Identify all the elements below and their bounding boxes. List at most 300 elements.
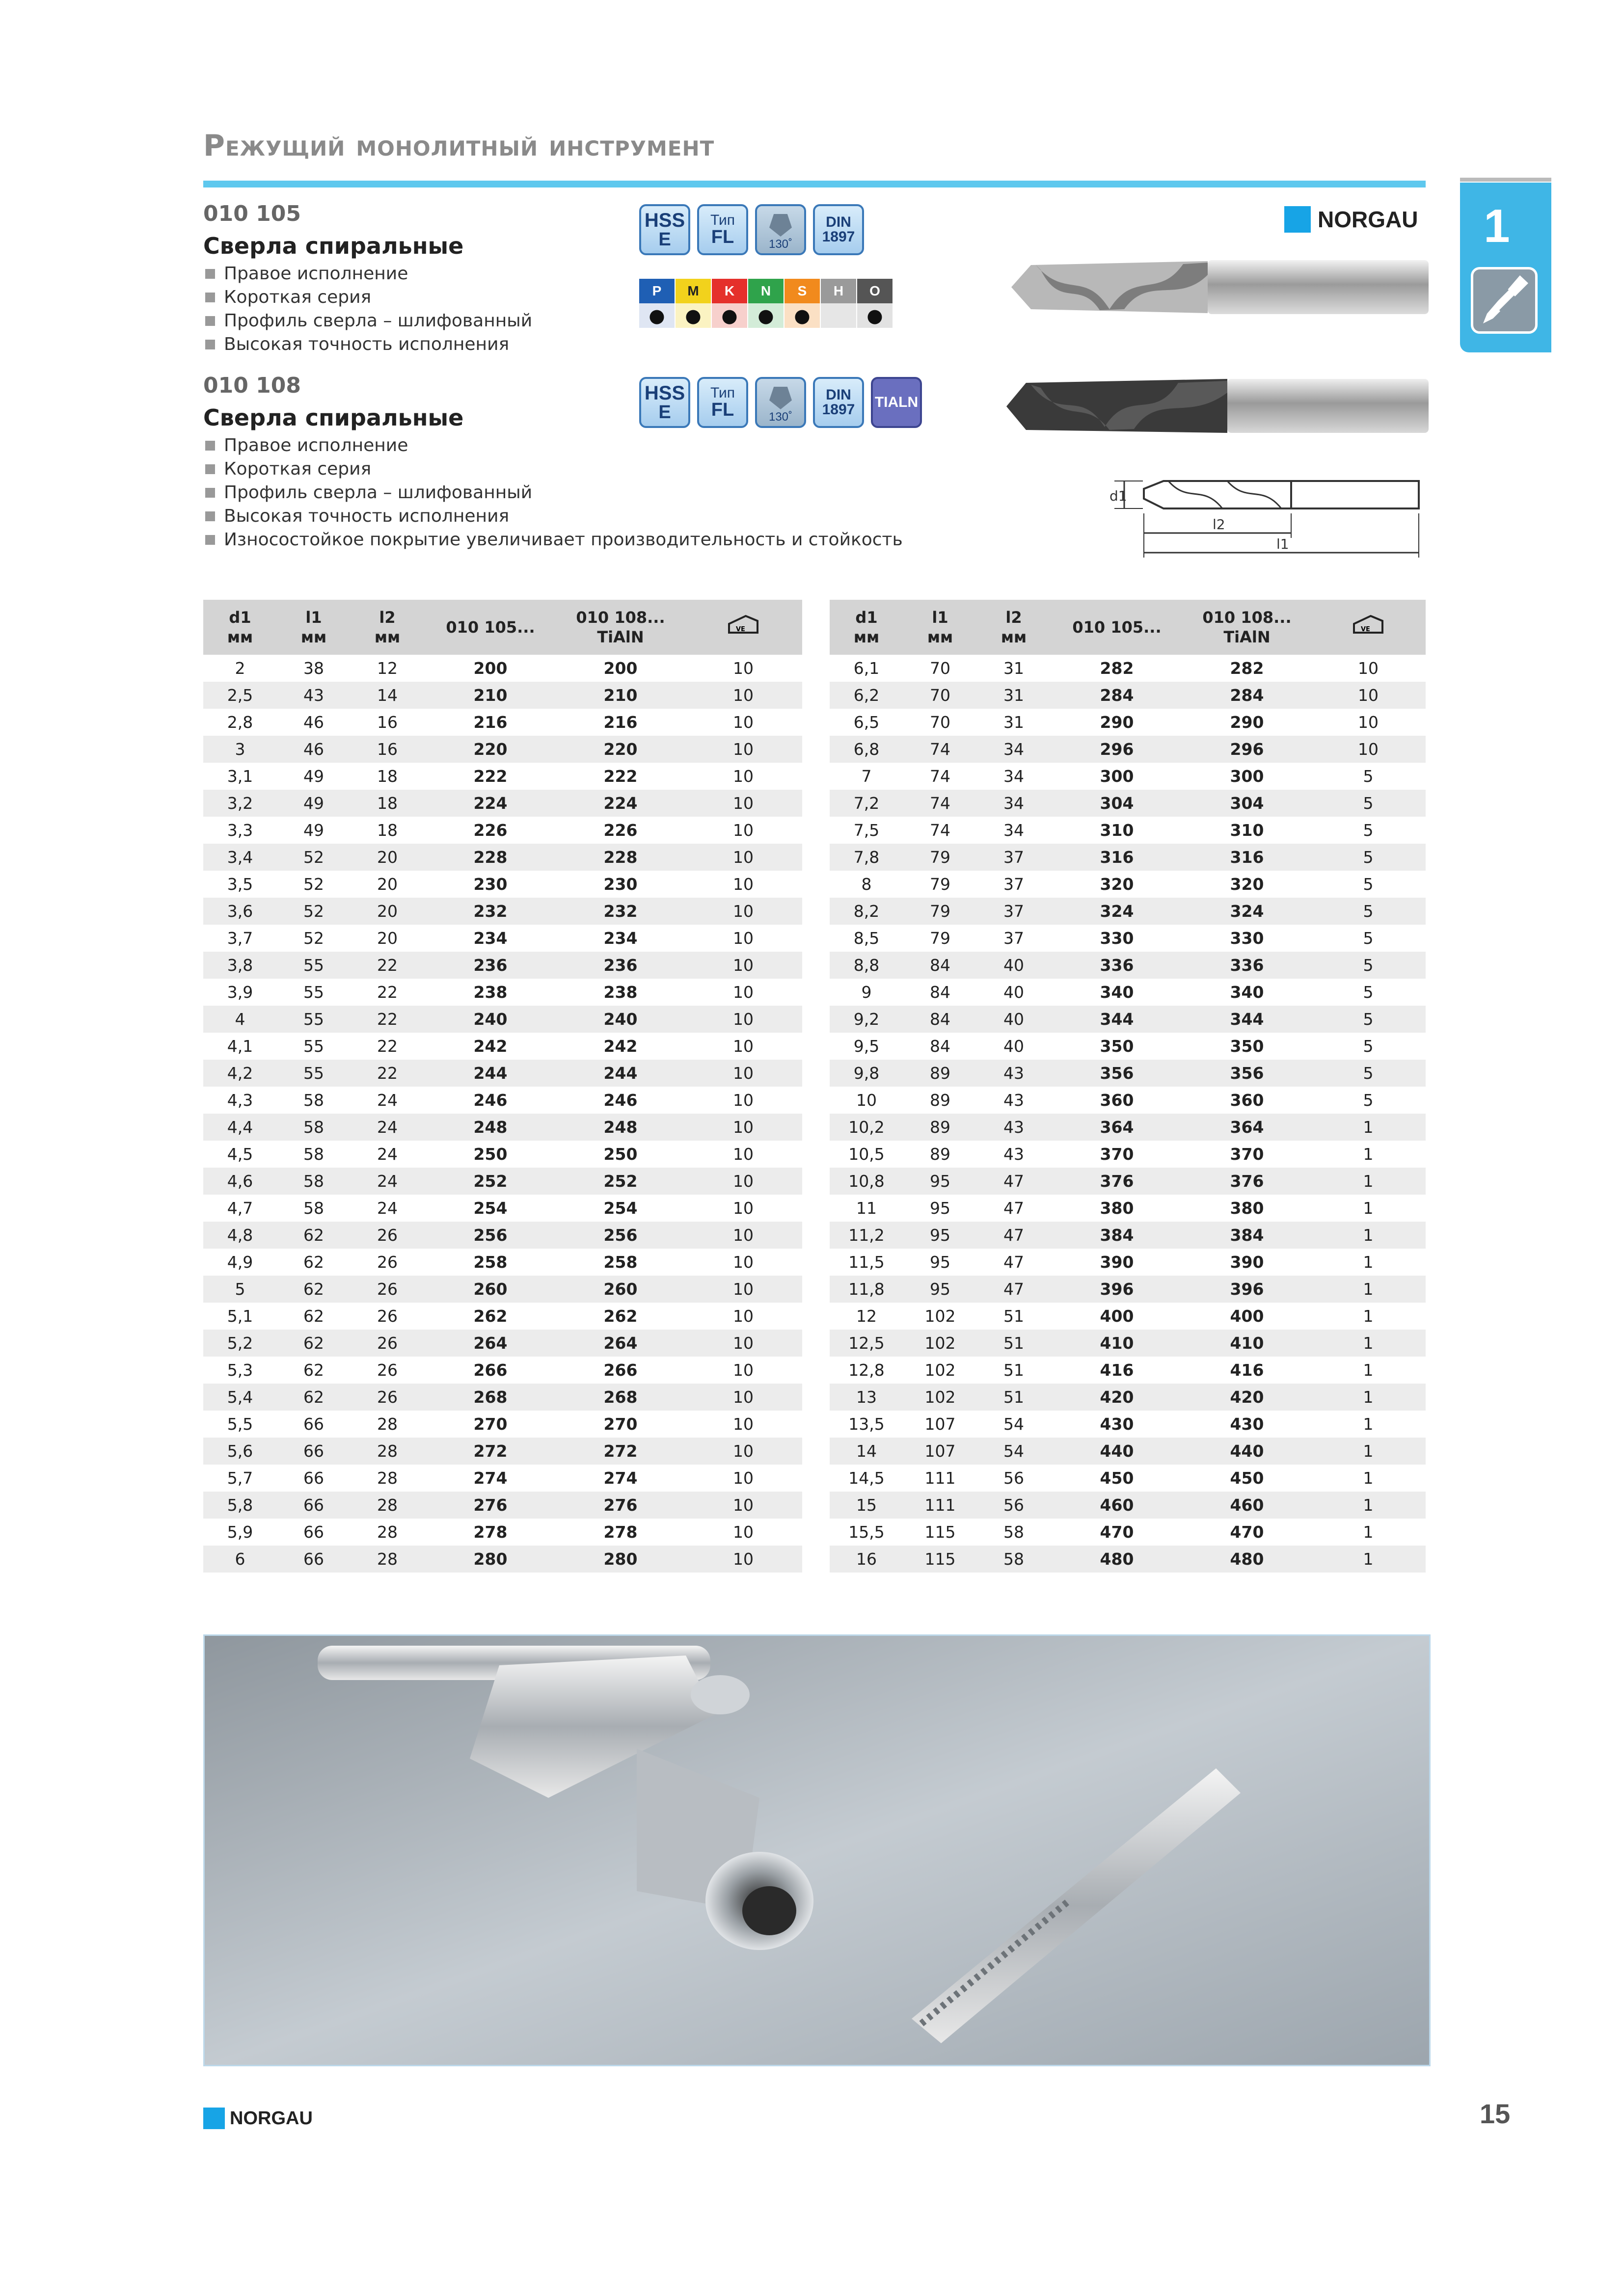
- cell-pack-qty: 5: [1363, 767, 1374, 786]
- material-label: P: [639, 279, 675, 303]
- cell-d1: 3,9: [227, 983, 253, 1002]
- cell-010108: 290: [1230, 713, 1264, 732]
- cell-d1: 9,2: [830, 1006, 903, 1033]
- cell-010105: 228: [424, 844, 557, 871]
- cell-010108: 410: [1183, 1330, 1311, 1357]
- cell-pack-qty: 10: [733, 1522, 754, 1542]
- cell-pack-qty: 10: [684, 898, 802, 925]
- type-fl-badge: Тип FL: [697, 204, 748, 255]
- table-row: [203, 871, 802, 898]
- cell-l1: 79: [903, 844, 977, 871]
- table-row: [830, 1087, 1426, 1114]
- cell-l2: 56: [1003, 1468, 1024, 1488]
- cell-pack-qty: 1: [1311, 1114, 1426, 1141]
- cell-pack-qty: 5: [1363, 1091, 1374, 1110]
- cell-l2: 37: [1003, 929, 1024, 948]
- table-row: [830, 1276, 1426, 1303]
- cell-010105: 330: [1100, 929, 1134, 948]
- cell-010105: 420: [1051, 1384, 1183, 1411]
- cell-010108: 450: [1230, 1468, 1264, 1488]
- cell-pack-qty: 10: [733, 1415, 754, 1434]
- material-mark: ●: [784, 303, 820, 328]
- cell-010108: 224: [557, 790, 684, 817]
- cell-d1: 3,1: [227, 767, 253, 786]
- cell-d1: 4,1: [227, 1037, 253, 1056]
- cell-010105: 396: [1051, 1276, 1183, 1303]
- cell-010108: 248: [557, 1114, 684, 1141]
- cell-l1: 43: [277, 682, 351, 709]
- table-row: [830, 1114, 1426, 1141]
- cell-l2: 47: [1003, 1253, 1024, 1272]
- cell-d1: 4,6: [203, 1168, 277, 1195]
- cell-010108: 280: [557, 1546, 684, 1573]
- cell-d1: 10,8: [830, 1168, 903, 1195]
- table-row: [203, 979, 802, 1006]
- drill-point-icon: [769, 214, 792, 237]
- cell-l2: 22: [351, 1060, 424, 1087]
- table-header-row: [830, 600, 1426, 655]
- table-row: [830, 871, 1426, 898]
- cell-010108: 234: [603, 929, 638, 948]
- dimension-diagram: [1105, 464, 1429, 562]
- cell-pack-qty: 1: [1363, 1522, 1374, 1542]
- cell-010108: 210: [557, 682, 684, 709]
- cell-010105: 210: [424, 682, 557, 709]
- table-row: [830, 763, 1426, 790]
- cell-010108: 440: [1183, 1438, 1311, 1465]
- table-row: [830, 1519, 1426, 1546]
- cell-l1: 52: [277, 898, 351, 925]
- cell-l2: 40: [977, 952, 1051, 979]
- cell-010108: 304: [1183, 790, 1311, 817]
- cell-pack-qty: 10: [733, 1037, 754, 1056]
- cell-l2: 20: [377, 929, 398, 948]
- col-l2: l2 мм: [977, 600, 1051, 655]
- svg-text:VE: VE: [736, 625, 745, 633]
- cell-010108: 232: [557, 898, 684, 925]
- cell-pack-qty: 5: [1311, 952, 1426, 979]
- cell-d1: 11,2: [830, 1222, 903, 1249]
- cell-d1: 5,5: [227, 1415, 253, 1434]
- cell-l1: 102: [924, 1307, 956, 1326]
- cell-pack-qty: 10: [684, 1114, 802, 1141]
- cell-010105: 356: [1051, 1060, 1183, 1087]
- cell-pack-qty: 10: [684, 1330, 802, 1357]
- cell-l2: 28: [351, 1438, 424, 1465]
- table-row: [203, 817, 802, 844]
- dim-l2-label: l2: [1213, 516, 1225, 533]
- material-mark: ●: [676, 303, 711, 328]
- cell-010108: 258: [603, 1253, 638, 1272]
- cell-l2: 58: [1003, 1522, 1024, 1542]
- cell-d1: 5,2: [203, 1330, 277, 1357]
- cell-d1: 5,3: [227, 1361, 253, 1380]
- cell-l1: 102: [903, 1330, 977, 1357]
- table-row: [830, 1222, 1426, 1249]
- cell-pack-qty: 1: [1311, 1438, 1426, 1465]
- material-mark: ●: [712, 303, 747, 328]
- cell-pack-qty: 10: [684, 1438, 802, 1465]
- cell-l2: 47: [977, 1168, 1051, 1195]
- cell-pack-qty: 1: [1311, 1546, 1426, 1573]
- cell-l2: 22: [351, 1006, 424, 1033]
- cell-010105: 248: [424, 1114, 557, 1141]
- cell-010105: 224: [424, 790, 557, 817]
- table-row: [830, 1006, 1426, 1033]
- cell-pack-qty: 10: [684, 1006, 802, 1033]
- table-row: [203, 736, 802, 763]
- hss-e-badge: HSS E: [639, 377, 690, 428]
- cell-l1: 107: [903, 1438, 977, 1465]
- cell-010108: 340: [1230, 983, 1264, 1002]
- cell-pack-qty: 10: [733, 1091, 754, 1110]
- cell-010108: 316: [1183, 844, 1311, 871]
- cell-010108: 396: [1183, 1276, 1311, 1303]
- cell-010105: 440: [1051, 1438, 1183, 1465]
- cell-010108: 222: [603, 767, 638, 786]
- cell-d1: 3,3: [227, 821, 253, 840]
- cell-pack-qty: 5: [1311, 790, 1426, 817]
- cell-l1: 79: [930, 875, 950, 894]
- cell-l1: 95: [903, 1222, 977, 1249]
- cell-d1: 12,5: [830, 1330, 903, 1357]
- cell-l1: 62: [277, 1384, 351, 1411]
- cell-l1: 79: [903, 898, 977, 925]
- cell-010108: 480: [1183, 1546, 1311, 1573]
- cell-010108: 300: [1230, 767, 1264, 786]
- cell-l2: 47: [977, 1276, 1051, 1303]
- table-row: [203, 1168, 802, 1195]
- cell-l1: 89: [930, 1091, 950, 1110]
- cell-l2: 24: [377, 1091, 398, 1110]
- cell-pack-qty: 5: [1311, 1006, 1426, 1033]
- cell-010105: 430: [1100, 1415, 1134, 1434]
- cell-010105: 274: [473, 1468, 508, 1488]
- cell-l1: 89: [903, 1060, 977, 1087]
- cell-d1: 6,1: [853, 659, 880, 678]
- cell-010108: 278: [603, 1522, 638, 1542]
- cell-l2: 34: [977, 790, 1051, 817]
- brand-square-icon: [203, 2108, 225, 2129]
- list-item: Профиль сверла – шлифованный: [203, 481, 903, 505]
- cell-l1: 66: [303, 1415, 324, 1434]
- cell-d1: 6: [203, 1546, 277, 1573]
- cell-pack-qty: 5: [1311, 1060, 1426, 1087]
- cell-010105: 384: [1051, 1222, 1183, 1249]
- cell-010105: 236: [424, 952, 557, 979]
- cell-010105: 390: [1100, 1253, 1134, 1272]
- cell-010108: 324: [1183, 898, 1311, 925]
- cell-d1: 6,8: [830, 736, 903, 763]
- list-item: Износостойкое покрытие увеличивает производительность и стойкость: [203, 528, 903, 552]
- cell-pack-qty: 10: [733, 821, 754, 840]
- cell-d1: 8: [861, 875, 872, 894]
- cell-010105: 234: [473, 929, 508, 948]
- cell-010108: 268: [557, 1384, 684, 1411]
- cell-pack-qty: 10: [1358, 713, 1379, 732]
- cell-l2: 28: [351, 1492, 424, 1519]
- cell-l2: 20: [351, 844, 424, 871]
- cell-l2: 28: [351, 1546, 424, 1573]
- cell-l1: 95: [930, 1199, 950, 1218]
- cell-010108: 238: [603, 983, 638, 1002]
- cell-010105: 284: [1051, 682, 1183, 709]
- table-row: [830, 979, 1426, 1006]
- list-item: Короткая серия: [203, 286, 532, 309]
- cell-010108: 274: [603, 1468, 638, 1488]
- cell-010105: 480: [1051, 1546, 1183, 1573]
- cell-d1: 2: [235, 659, 245, 678]
- cell-l1: 84: [930, 983, 950, 1002]
- cell-010105: 296: [1051, 736, 1183, 763]
- cell-d1: 7,5: [853, 821, 880, 840]
- cell-010105: 320: [1100, 875, 1134, 894]
- cell-d1: 10,2: [830, 1114, 903, 1141]
- cell-l1: 46: [303, 713, 324, 732]
- table-row: [830, 925, 1426, 952]
- cell-d1: 12,8: [848, 1361, 885, 1380]
- cell-l1: 55: [277, 1006, 351, 1033]
- table-row: [830, 844, 1426, 871]
- cell-l2: 51: [977, 1384, 1051, 1411]
- cell-pack-qty: 10: [733, 983, 754, 1002]
- table-row: [203, 1222, 802, 1249]
- cell-010105: 310: [1100, 821, 1134, 840]
- cell-010105: 252: [424, 1168, 557, 1195]
- brand-square-icon: [1284, 206, 1311, 233]
- cell-d1: 8,8: [830, 952, 903, 979]
- cell-l1: 95: [930, 1253, 950, 1272]
- table-row: [830, 736, 1426, 763]
- drill-image-uncoated: [1001, 240, 1434, 334]
- tialn-coating-badge: TIALN: [871, 377, 922, 428]
- cell-010105: 376: [1051, 1168, 1183, 1195]
- table-row: [830, 952, 1426, 979]
- cell-l2: 31: [977, 682, 1051, 709]
- cell-pack-qty: 5: [1363, 983, 1374, 1002]
- cell-010108: 320: [1230, 875, 1264, 894]
- material-label: H: [821, 279, 856, 303]
- cell-d1: 4,8: [203, 1222, 277, 1249]
- cell-d1: 4,3: [227, 1091, 253, 1110]
- material-mark: ●: [857, 303, 893, 328]
- table-row: [830, 790, 1426, 817]
- cell-010105: 450: [1100, 1468, 1134, 1488]
- point-angle-badge: 130˚: [755, 204, 806, 255]
- col-010105: 010 105...: [1051, 600, 1183, 655]
- cell-l2: 26: [351, 1222, 424, 1249]
- ve-pack-icon: [1351, 613, 1385, 638]
- material-label: O: [857, 279, 893, 303]
- table-row: [203, 1087, 802, 1114]
- table-row: [830, 898, 1426, 925]
- cell-010108: 256: [557, 1222, 684, 1249]
- cell-010105: 416: [1100, 1361, 1134, 1380]
- cell-l2: 43: [977, 1114, 1051, 1141]
- cell-010108: 266: [603, 1361, 638, 1380]
- table-row: [203, 1141, 802, 1168]
- cell-010105: 278: [473, 1522, 508, 1542]
- page-number: 15: [1480, 2098, 1511, 2129]
- cell-l2: 26: [351, 1384, 424, 1411]
- cell-l2: 20: [377, 875, 398, 894]
- cell-010105: 300: [1100, 767, 1134, 786]
- cell-l1: 49: [277, 790, 351, 817]
- cell-d1: 4,5: [227, 1145, 253, 1164]
- cell-010105: 364: [1051, 1114, 1183, 1141]
- cell-l1: 84: [930, 1037, 950, 1056]
- cell-l1: 55: [277, 952, 351, 979]
- cell-010108: 360: [1230, 1091, 1264, 1110]
- col-010105: 010 105...: [424, 600, 557, 655]
- cell-pack-qty: 1: [1363, 1253, 1374, 1272]
- cell-l2: 16: [351, 736, 424, 763]
- cell-010108: 344: [1183, 1006, 1311, 1033]
- cell-010105: 304: [1051, 790, 1183, 817]
- table-row: [203, 682, 802, 709]
- cell-l2: 40: [1003, 1037, 1024, 1056]
- cell-d1: 7: [861, 767, 872, 786]
- cell-d1: 3,4: [203, 844, 277, 871]
- cell-l1: 111: [903, 1492, 977, 1519]
- table-row: [830, 1411, 1426, 1438]
- svg-text:VE: VE: [1361, 625, 1370, 633]
- cell-l1: 102: [924, 1361, 956, 1380]
- cell-l2: 12: [377, 659, 398, 678]
- cell-010108: 364: [1183, 1114, 1311, 1141]
- cell-d1: 13,5: [848, 1415, 885, 1434]
- list-item: Правое исполнение: [203, 262, 532, 286]
- cell-010108: 236: [557, 952, 684, 979]
- cell-l2: 37: [977, 898, 1051, 925]
- table-row: [830, 655, 1426, 682]
- table-row: [203, 1411, 802, 1438]
- cell-010108: 200: [603, 659, 638, 678]
- table-row: [203, 1033, 802, 1060]
- material-suitability-grid: [639, 279, 893, 328]
- cell-d1: 7,2: [830, 790, 903, 817]
- cell-010108: 270: [603, 1415, 638, 1434]
- cell-pack-qty: 5: [1363, 929, 1374, 948]
- list-item: Правое исполнение: [203, 434, 903, 457]
- table-row: [203, 1357, 802, 1384]
- cell-d1: 13: [830, 1384, 903, 1411]
- title-rule: [203, 181, 1426, 187]
- cell-010108: 254: [603, 1199, 638, 1218]
- cell-l2: 22: [351, 952, 424, 979]
- cell-010105: 370: [1100, 1145, 1134, 1164]
- cell-pack-qty: 10: [733, 659, 754, 678]
- product-title-108: Сверла спиральные: [203, 404, 464, 431]
- cell-l2: 18: [351, 790, 424, 817]
- spec-table-left: [203, 600, 802, 1573]
- cell-l2: 47: [977, 1222, 1051, 1249]
- cell-d1: 4,4: [203, 1114, 277, 1141]
- cell-010105: 470: [1100, 1522, 1134, 1542]
- material-mark: [821, 303, 856, 328]
- cell-l2: 24: [377, 1199, 398, 1218]
- page-title: Режущий монолитный инструмент: [203, 129, 715, 163]
- cell-010108: 250: [603, 1145, 638, 1164]
- table-row: [203, 1006, 802, 1033]
- col-l1: l1 мм: [903, 600, 977, 655]
- cell-010105: 216: [473, 713, 508, 732]
- cell-pack-qty: 10: [684, 952, 802, 979]
- table-row: [830, 682, 1426, 709]
- table-row: [203, 1330, 802, 1357]
- cell-pack-qty: 1: [1311, 1222, 1426, 1249]
- point-angle-badge: 130˚: [755, 377, 806, 428]
- cell-pack-qty: 1: [1363, 1145, 1374, 1164]
- cell-l2: 47: [1003, 1199, 1024, 1218]
- col-010108: 010 108... TiAlN: [557, 600, 684, 655]
- cell-d1: 6,5: [853, 713, 880, 732]
- cell-d1: 5,7: [227, 1468, 253, 1488]
- cell-l1: 49: [303, 821, 324, 840]
- din-badge: DIN 1897: [813, 377, 864, 428]
- cell-pack-qty: 10: [1358, 659, 1379, 678]
- list-item: Высокая точность исполнения: [203, 505, 903, 528]
- cell-010105: 238: [473, 983, 508, 1002]
- cell-d1: 11: [856, 1199, 877, 1218]
- cell-l2: 58: [977, 1546, 1051, 1573]
- cell-010105: 250: [473, 1145, 508, 1164]
- cell-pack-qty: 1: [1363, 1468, 1374, 1488]
- badges-105: [639, 204, 864, 255]
- cell-l2: 34: [977, 736, 1051, 763]
- table-row: [830, 1033, 1426, 1060]
- cell-l2: 26: [377, 1253, 398, 1272]
- table-row: [830, 1168, 1426, 1195]
- table-row: [203, 1276, 802, 1303]
- cell-l1: 84: [903, 1006, 977, 1033]
- table-row: [830, 817, 1426, 844]
- cell-pack-qty: 10: [684, 1168, 802, 1195]
- material-mark: ●: [748, 303, 784, 328]
- cell-010105: 282: [1100, 659, 1134, 678]
- cell-l1: 62: [277, 1222, 351, 1249]
- cell-010105: 226: [473, 821, 508, 840]
- cell-010105: 280: [424, 1546, 557, 1573]
- table-row: [203, 1384, 802, 1411]
- cell-l2: 28: [377, 1468, 398, 1488]
- cell-l2: 34: [1003, 767, 1024, 786]
- cell-010108: 350: [1230, 1037, 1264, 1056]
- feature-list-108: [203, 434, 903, 552]
- cell-010105: 220: [424, 736, 557, 763]
- cell-010105: 232: [424, 898, 557, 925]
- cell-l1: 70: [903, 682, 977, 709]
- cell-010108: 390: [1230, 1253, 1264, 1272]
- hss-e-badge: HSS E: [639, 204, 690, 255]
- cell-010105: 256: [424, 1222, 557, 1249]
- cell-l2: 56: [977, 1492, 1051, 1519]
- cell-d1: 2,8: [227, 713, 253, 732]
- cell-l2: 26: [351, 1330, 424, 1357]
- cell-l1: 62: [303, 1307, 324, 1326]
- table-row: [830, 1060, 1426, 1087]
- cell-l2: 18: [377, 767, 398, 786]
- cell-pack-qty: 1: [1363, 1415, 1374, 1434]
- cell-010105: 200: [473, 659, 508, 678]
- cell-010108: 430: [1230, 1415, 1264, 1434]
- cell-010108: 370: [1230, 1145, 1264, 1164]
- cell-d1: 9,8: [830, 1060, 903, 1087]
- cell-l1: 84: [903, 952, 977, 979]
- cell-l2: 26: [377, 1307, 398, 1326]
- cell-010108: 400: [1230, 1307, 1264, 1326]
- table-row: [203, 1492, 802, 1519]
